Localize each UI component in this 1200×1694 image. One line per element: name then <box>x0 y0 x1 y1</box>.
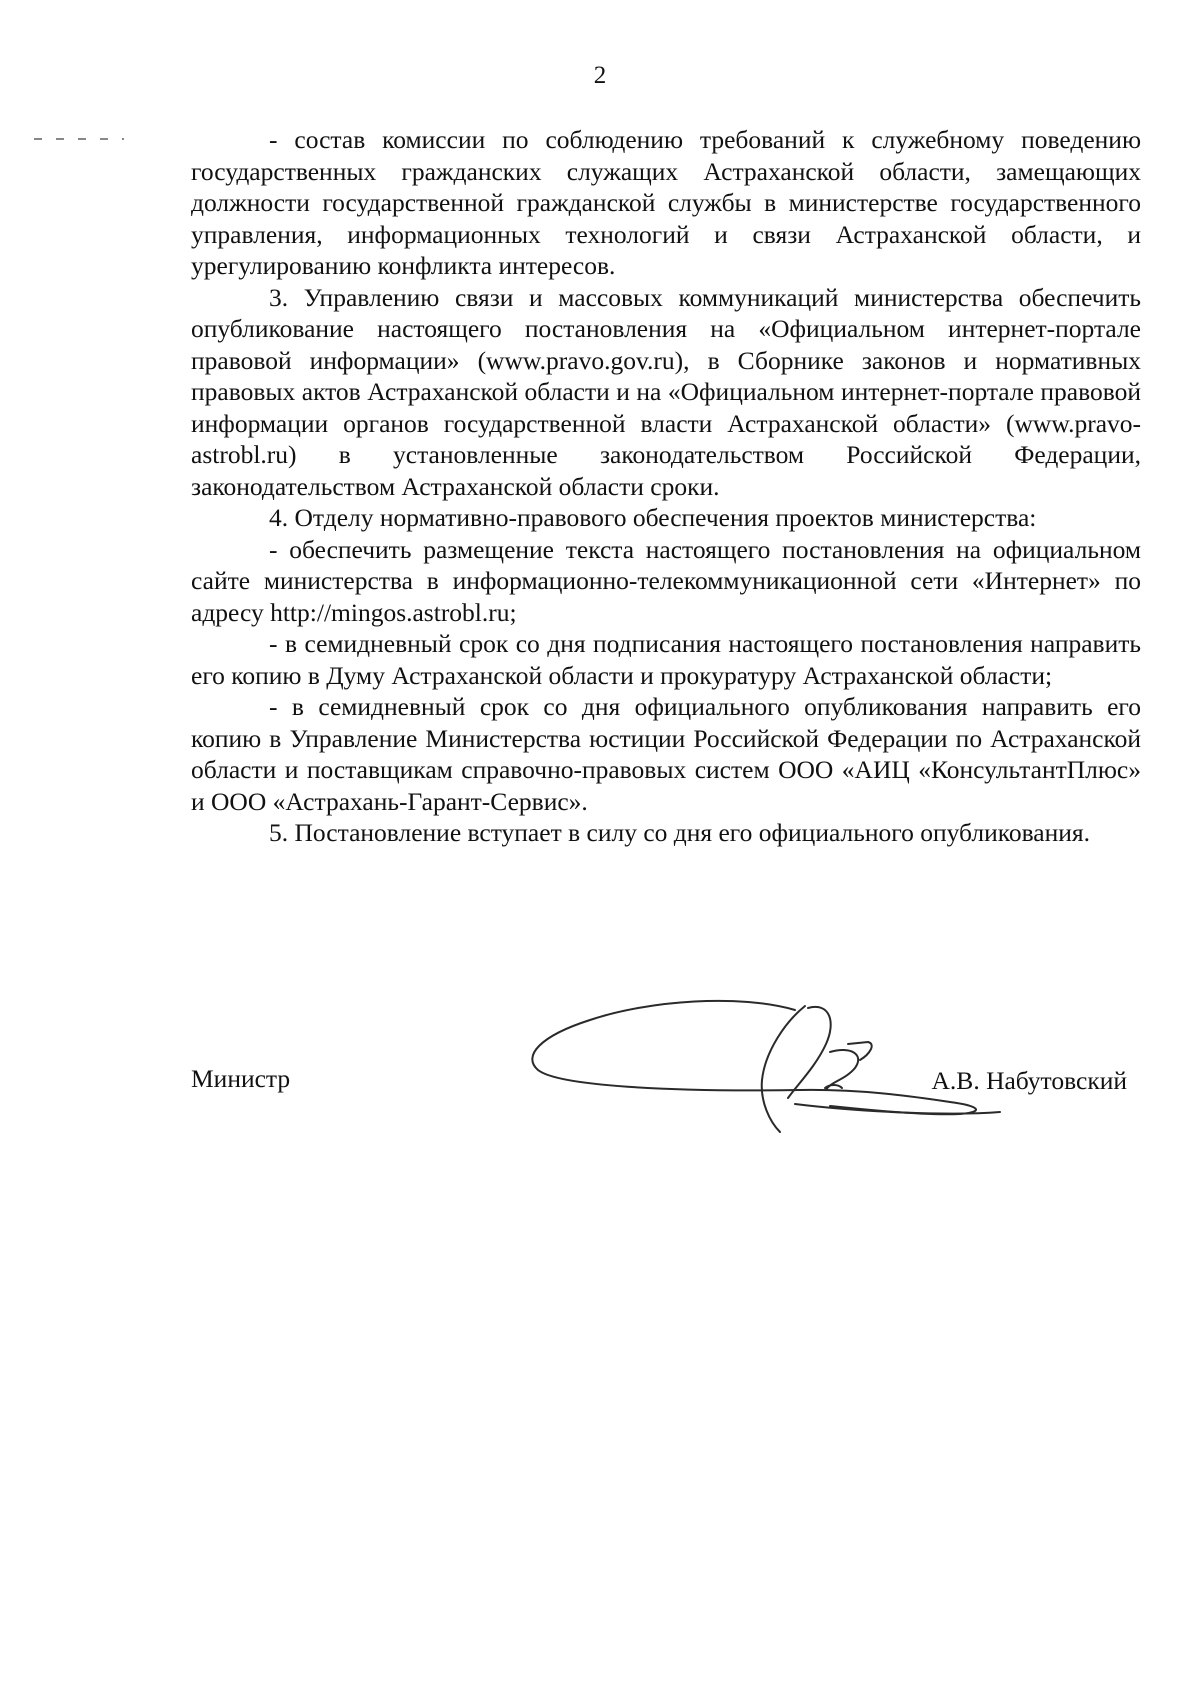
paragraph-item-4-duma: - в семидневный срок со дня подписания настоящего постановления направить его копию в Думу Астраханской области и прокуратуру Астраханской области; <box>191 629 1141 690</box>
paragraph-item-4-justice: - в семидневный срок со дня официального опубликования направить его копию в Управление Министерства юстиции Российской Федерации по Астраханской области и поставщикам справочно-правовых систем ООО «АИЦ «КонсультантПлюс» и ООО «Астрахань-Гарант-Сервис». <box>191 692 1141 816</box>
signatory-title: Министр <box>191 1064 291 1093</box>
paragraph-item-4-publish: - обеспечить размещение текста настоящего постановления на официальном сайте министерства в информационно-телекоммуникационной сети «Интернет» по адресу http://mingos.astrobl.ru; <box>191 534 1141 627</box>
signatory-name: А.В. Набутовский <box>931 1066 1127 1095</box>
document-body <box>191 124 1141 849</box>
scan-artifact <box>34 138 124 140</box>
paragraph-item-4: 4. Отделу нормативно-правового обеспечения проектов министерства: <box>269 503 1037 532</box>
paragraph-commission: - состав комиссии по соблюдению требований к служебному поведению государственных гражданских служащих Астраханской области, замещающих должности государственной гражданской службы в министерстве государственного управления, информационных технологий и связи Астраханской области, и урегулированию конфликта интересов. <box>191 125 1141 280</box>
signature-block <box>191 1052 1141 1112</box>
page-number: 2 <box>593 62 607 89</box>
paragraph-item-5: 5. Постановление вступает в силу со дня его официального опубликования. <box>269 818 1090 847</box>
paragraph-item-3: 3. Управлению связи и массовых коммуникаций министерства обеспечить опубликование настоящего постановления на «Официальном интернет-портале правовой информации» (www.pravo.gov.ru), в Сборнике законов и нормативных правовых актов Астраханской области и на «Официальном интернет-портале правовой информации органов государственной власти Астраханской области» (www.pravo-astrobl.ru) в установленные законодательством Российской Федерации, законодательством Астраханской области сроки. <box>191 282 1141 501</box>
